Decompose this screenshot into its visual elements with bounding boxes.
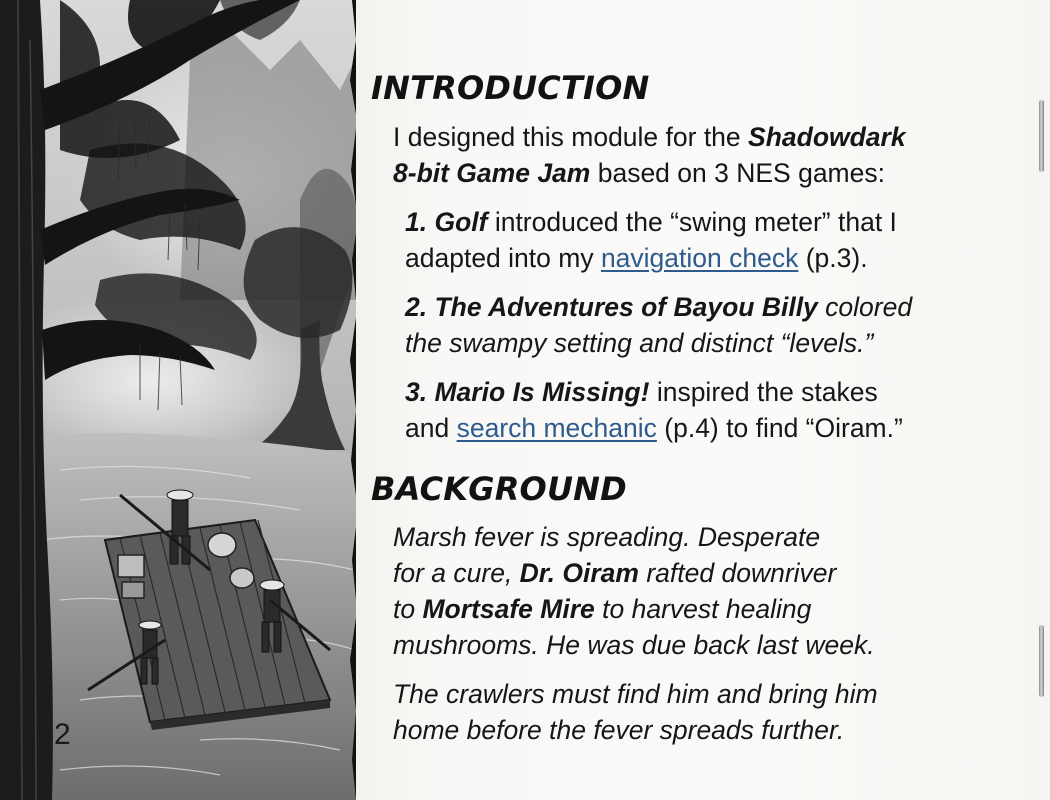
intro-text-2: based on 3 NES games: — [590, 158, 885, 188]
golf-text-a: introduced the “swing meter” that I — [487, 207, 897, 237]
bayou-billy-text-b: the swampy setting and distinct “levels.” — [405, 328, 874, 358]
mario-title: 3. Mario Is Missing! — [405, 377, 650, 407]
background-heading: BACKGROUND — [371, 470, 627, 508]
bayou-billy-text-a: colored — [817, 292, 913, 322]
swamp-raft-illustration — [0, 0, 362, 800]
introduction-heading: INTRODUCTION — [371, 69, 650, 107]
bg-p2-line-1: The crawlers must find him and bring him — [393, 679, 878, 709]
intro-text-1: I designed this module for the — [393, 122, 749, 152]
bg-line-1: Marsh fever is spreading. Desperate — [393, 522, 821, 552]
search-mechanic-link[interactable]: search mechanic — [456, 413, 657, 443]
intro-bold-gamejam: 8-bit Game Jam — [393, 158, 591, 188]
bg-line-2a: for a cure, — [393, 558, 520, 588]
swamp-scene-image — [0, 0, 362, 800]
mario-text-c: (p.4) to find “Oiram.” — [656, 413, 903, 443]
page-number: 2 — [54, 718, 71, 751]
bg-bold-dr-oiram: Dr. Oiram — [519, 558, 639, 588]
bg-line-3a: to — [393, 594, 423, 624]
navigation-check-link[interactable]: navigation check — [600, 243, 799, 273]
background-paragraph-2 — [393, 676, 878, 748]
bg-p2-line-2: home before the fever spreads further. — [393, 715, 845, 745]
intro-paragraph — [393, 119, 906, 191]
bayou-billy-title: 2. The Adventures of Bayou Billy — [405, 292, 818, 322]
list-item-bayou-billy — [405, 289, 912, 361]
bg-line-4: mushrooms. He was due back last week. — [393, 630, 875, 660]
golf-text-b: adapted into my — [405, 243, 601, 273]
mario-text-a: inspired the stakes — [649, 377, 878, 407]
list-item-golf — [405, 204, 897, 276]
bg-line-3b: to harvest healing — [594, 594, 812, 624]
binder-ring-bottom — [1039, 625, 1044, 697]
bg-line-2b: rafted downriver — [638, 558, 837, 588]
bg-bold-mortsafe-mire: Mortsafe Mire — [422, 594, 595, 624]
golf-text-c: (p.3). — [798, 243, 868, 273]
golf-title: 1. Golf — [405, 207, 488, 237]
mario-text-b: and — [405, 413, 457, 443]
background-paragraph-1 — [393, 519, 875, 663]
intro-bold-shadowdark: Shadowdark — [748, 122, 906, 152]
binder-ring-top — [1039, 100, 1044, 172]
list-item-mario-missing — [405, 374, 903, 446]
